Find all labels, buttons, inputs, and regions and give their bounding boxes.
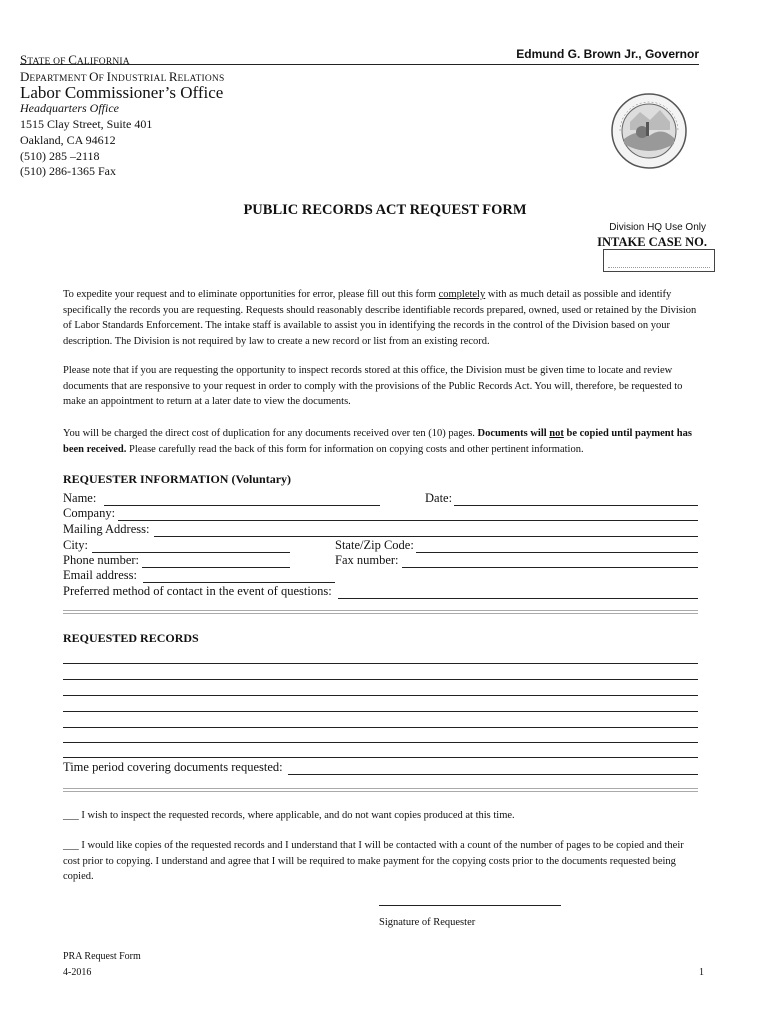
requested-records-line[interactable] (63, 711, 698, 712)
fax-number-label: Fax number: (335, 553, 399, 567)
name-field[interactable] (104, 505, 380, 506)
fax-number-field[interactable] (402, 567, 698, 568)
name-label: Name: (63, 491, 97, 505)
form-name: PRA Request Form (63, 951, 141, 962)
state-zip-label: State/Zip Code: (335, 538, 414, 552)
requested-records-line[interactable] (63, 727, 698, 728)
phone-number-field[interactable] (142, 567, 290, 568)
form-date: 4-2016 (63, 967, 92, 978)
intake-note: Division HQ Use Only (609, 222, 706, 233)
requester-heading: REQUESTER INFORMATION (Voluntary) (63, 472, 292, 486)
section-divider (63, 610, 698, 614)
page-number: 1 (699, 967, 704, 978)
requested-records-line[interactable] (63, 757, 698, 758)
time-period-label: Time period covering documents requested: (63, 760, 283, 774)
fax-number: (510) 286-1365 Fax (20, 164, 116, 178)
requested-records-heading: REQUESTED RECORDS (63, 631, 199, 645)
address-line-2: Oakland, CA 94612 (20, 133, 116, 147)
state-of-california: STATE OF CALIFORNIA (20, 52, 130, 67)
section-divider (63, 788, 698, 792)
requested-records-line[interactable] (63, 679, 698, 680)
intake-case-number-field[interactable] (603, 249, 715, 272)
city-label: City: (63, 538, 89, 552)
inspect-option-checkbox[interactable]: ___ (63, 810, 79, 821)
preferred-contact-label: Preferred method of contact in the event of questions: (63, 584, 332, 598)
governor-name: Edmund G. Brown Jr., Governor (516, 47, 699, 61)
requested-records-line[interactable] (63, 663, 698, 664)
inspect-option: ___ I wish to inspect the requested records, where applicable, and do not want copies produced at this time. (63, 810, 515, 821)
address-line-1: 1515 Clay Street, Suite 401 (20, 117, 153, 131)
mailing-address-label: Mailing Address: (63, 522, 150, 536)
phone-number-label: Phone number: (63, 553, 140, 567)
email-address-field[interactable] (143, 582, 335, 583)
phone-number: (510) 285 –2118 (20, 149, 100, 163)
copies-option: ___ I would like copies of the requested records and I understand that I will be contacted with a count of the number of pages to be copied and their cost prior to copying. I understand and agree that I will be required to make payment for the copying costs prior to the documents requested being copied. (63, 840, 684, 882)
requested-records-line[interactable] (63, 695, 698, 696)
requested-records-line[interactable] (63, 742, 698, 743)
signature-field[interactable] (379, 905, 561, 906)
signature-label: Signature of Requester (379, 917, 476, 928)
california-seal-icon (610, 92, 688, 170)
intake-label: INTAKE CASE NO. (597, 235, 707, 249)
time-period-field[interactable] (288, 774, 698, 775)
date-label: Date: (425, 491, 453, 505)
state-zip-field[interactable] (416, 552, 698, 553)
office-subtitle: Headquarters Office (20, 101, 119, 115)
instructions-paragraph-3: You will be charged the direct cost of duplication for any documents received over ten (10) pages. Documents will not be copied until payment has been received. Please carefully read the back of this form for information on copying costs and other pertinent information. (63, 428, 692, 455)
instructions-paragraph-1: To expedite your request and to eliminate opportunities for error, please fill out this form completely with as much detail as possible and identify specifically the records you are requesting. Requests should reasonably describe identifiable records prepared, owned, used or retained by the Division of Labor Standards Enforcement. The intake staff is available to assist you in identifying the records in the control of the Division based on your description. The Division is not required by law to create a new record or list from an existing record. (63, 289, 697, 347)
company-field[interactable] (118, 520, 698, 521)
mailing-address-field[interactable] (154, 536, 698, 537)
intake-case-number-value (604, 250, 714, 256)
email-address-label: Email address: (63, 568, 137, 582)
company-label: Company: (63, 506, 116, 520)
department-name: DEPARTMENT OF INDUSTRIAL RELATIONS (20, 69, 225, 84)
copies-option-checkbox[interactable]: ___ (63, 840, 79, 851)
preferred-contact-field[interactable] (338, 598, 698, 599)
form-title: PUBLIC RECORDS ACT REQUEST FORM (243, 202, 527, 218)
date-field[interactable] (454, 505, 698, 506)
office-name: Labor Commissioner’s Office (20, 83, 224, 102)
instructions-paragraph-2: Please note that if you are requesting the opportunity to inspect records stored at this office, the Division must be given time to locate and review documents that are responsive to your request in order to comply with the provisions of the Public Records Act. You will, therefore, be requested to make an appointment to return at a later date to view the documents. (63, 365, 683, 407)
